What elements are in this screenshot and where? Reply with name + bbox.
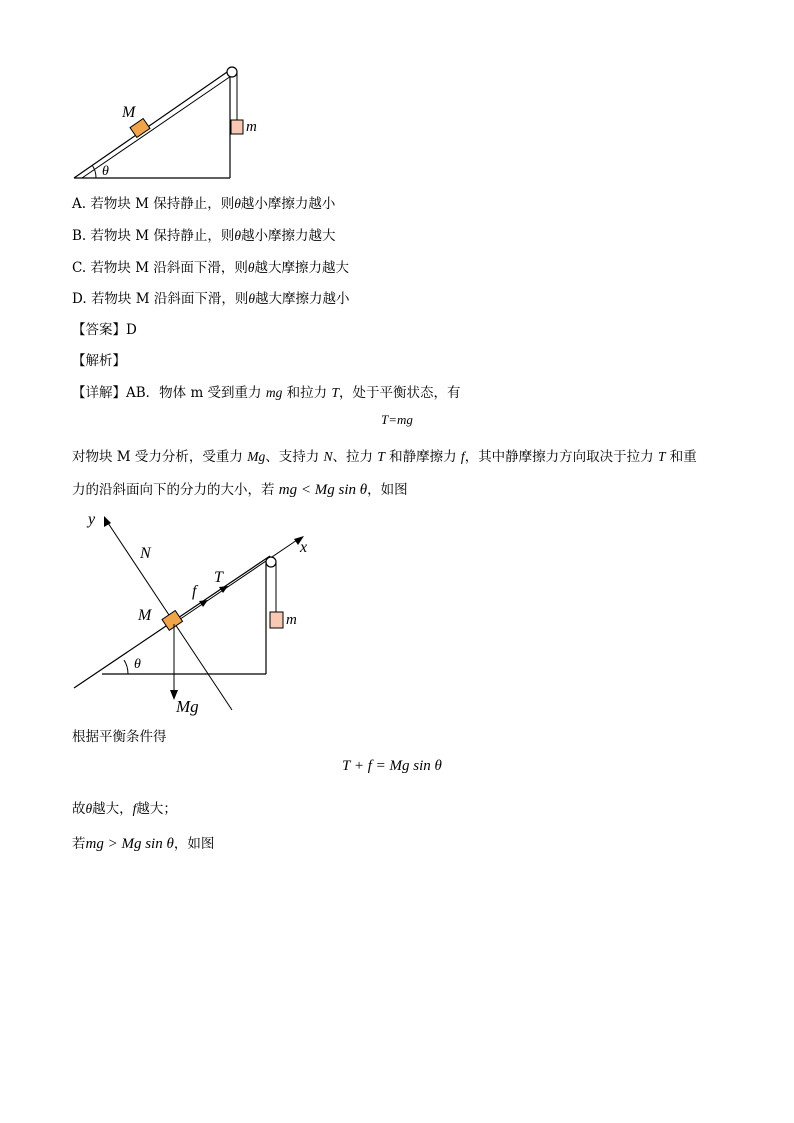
detail-line-2 (72, 445, 697, 465)
var-f: f (132, 801, 137, 816)
figure-incline-2 (70, 508, 350, 718)
var-T: T (657, 449, 666, 464)
analysis-label: 【解析】 (72, 353, 126, 369)
var-Mg: Mg (247, 449, 266, 464)
fig1-pulley (227, 67, 237, 77)
fig1-incline-line (74, 70, 230, 178)
inequality-2: mg > Mg sin θ (85, 836, 174, 852)
option-c-theta: θ (247, 260, 255, 275)
fig2-label-N: N (140, 545, 151, 562)
option-c-text: 若物块 M 沿斜面下滑，则 (90, 260, 248, 276)
detail-text: ，如图 (367, 482, 408, 498)
detail-text: ，处于平衡状态，有 (338, 385, 461, 401)
detail-line-3 (72, 478, 408, 499)
fig1-block-M (130, 119, 150, 138)
figure-incline-1 (70, 60, 290, 185)
option-d-letter: D. (72, 291, 87, 307)
var-N: N (323, 449, 333, 464)
detail-line-1 (72, 381, 460, 401)
detail-text: 、拉力 (332, 449, 378, 465)
option-a-theta: θ (234, 196, 241, 211)
conclusion-line-2 (72, 797, 177, 817)
detail-text: AB．物体 m 受到重力 (126, 385, 266, 401)
option-b-after: 越小摩擦力越大 (241, 228, 336, 244)
answer-label: 【答案】 (72, 322, 126, 338)
conclusion-text: ，如图 (173, 836, 215, 852)
conclusion-line-1: 根据平衡条件得 (72, 729, 167, 745)
option-d-theta: θ (248, 291, 255, 306)
option-a-letter: A. (72, 196, 87, 212)
option-b-text: 若物块 M 保持静止，则 (90, 228, 235, 244)
answer-value: D (126, 322, 137, 338)
option-a-after: 越小摩擦力越小 (240, 196, 336, 212)
fig2-pulley (266, 557, 276, 567)
option-b-letter: B. (72, 228, 87, 244)
var-mg: mg (265, 385, 283, 400)
fig2-label-f: f (192, 583, 197, 600)
fig2-label-y: y (88, 511, 96, 528)
option-b-theta: θ (234, 228, 242, 243)
conclusion-text: 故 (72, 801, 86, 817)
fig1-angle-arc (92, 165, 96, 178)
conclusion-line-3 (72, 832, 214, 853)
fig2-label-x: x (300, 539, 308, 556)
var-theta: θ (85, 801, 93, 816)
detail-text: 和拉力 (282, 385, 332, 401)
var-T: T (377, 449, 385, 464)
fig2-label-M: M (138, 607, 152, 624)
var-f: f (460, 449, 465, 464)
fig2-block-m (270, 612, 283, 628)
option-c-after: 越大摩擦力越大 (254, 260, 349, 276)
inequality-1: mg < Mg sin θ (278, 482, 368, 498)
option-a (72, 192, 335, 212)
option-c (72, 256, 349, 276)
var-T: T (331, 385, 339, 400)
fig1-block-m (231, 120, 243, 134)
detail-text: 对物块 M 受力分析，受重力 (72, 449, 248, 465)
conclusion-text: 越大； (136, 801, 177, 817)
option-a-text: 若物块 M 保持静止，则 (90, 196, 235, 212)
option-d (72, 287, 349, 307)
detail-text: 、支持力 (265, 449, 324, 465)
fig1-incline-rope (82, 74, 234, 178)
detail-label: 【详解】 (72, 385, 126, 401)
answer-line (72, 318, 137, 338)
option-d-text: 若物块 M 沿斜面下滑，则 (90, 291, 249, 307)
equation-2: T + f = Mg sin θ (342, 758, 442, 774)
conclusion-text: 若 (72, 836, 86, 852)
equation-1: T=mg (381, 412, 413, 427)
detail-text: 和静摩擦力 (384, 449, 461, 465)
detail-text: 和重 (665, 449, 697, 465)
fig2-angle-arc (124, 660, 128, 674)
option-c-letter: C. (72, 260, 87, 276)
fig2-label-Mg: Mg (176, 697, 199, 716)
fig1-label-m: m (246, 119, 257, 135)
detail-text: 力的沿斜面向下的分力的大小，若 (72, 482, 279, 498)
fig1-label-M: M (122, 104, 136, 121)
fig2-label-theta: θ (134, 657, 141, 672)
fig1-label-theta: θ (102, 164, 109, 179)
option-d-after: 越大摩擦力越小 (254, 291, 350, 307)
option-b (72, 224, 336, 244)
fig2-label-T: T (214, 569, 223, 586)
detail-text: ，其中静摩擦力方向取决于拉力 (464, 449, 658, 465)
conclusion-text: 越大， (92, 801, 133, 817)
fig2-label-m: m (286, 612, 297, 628)
